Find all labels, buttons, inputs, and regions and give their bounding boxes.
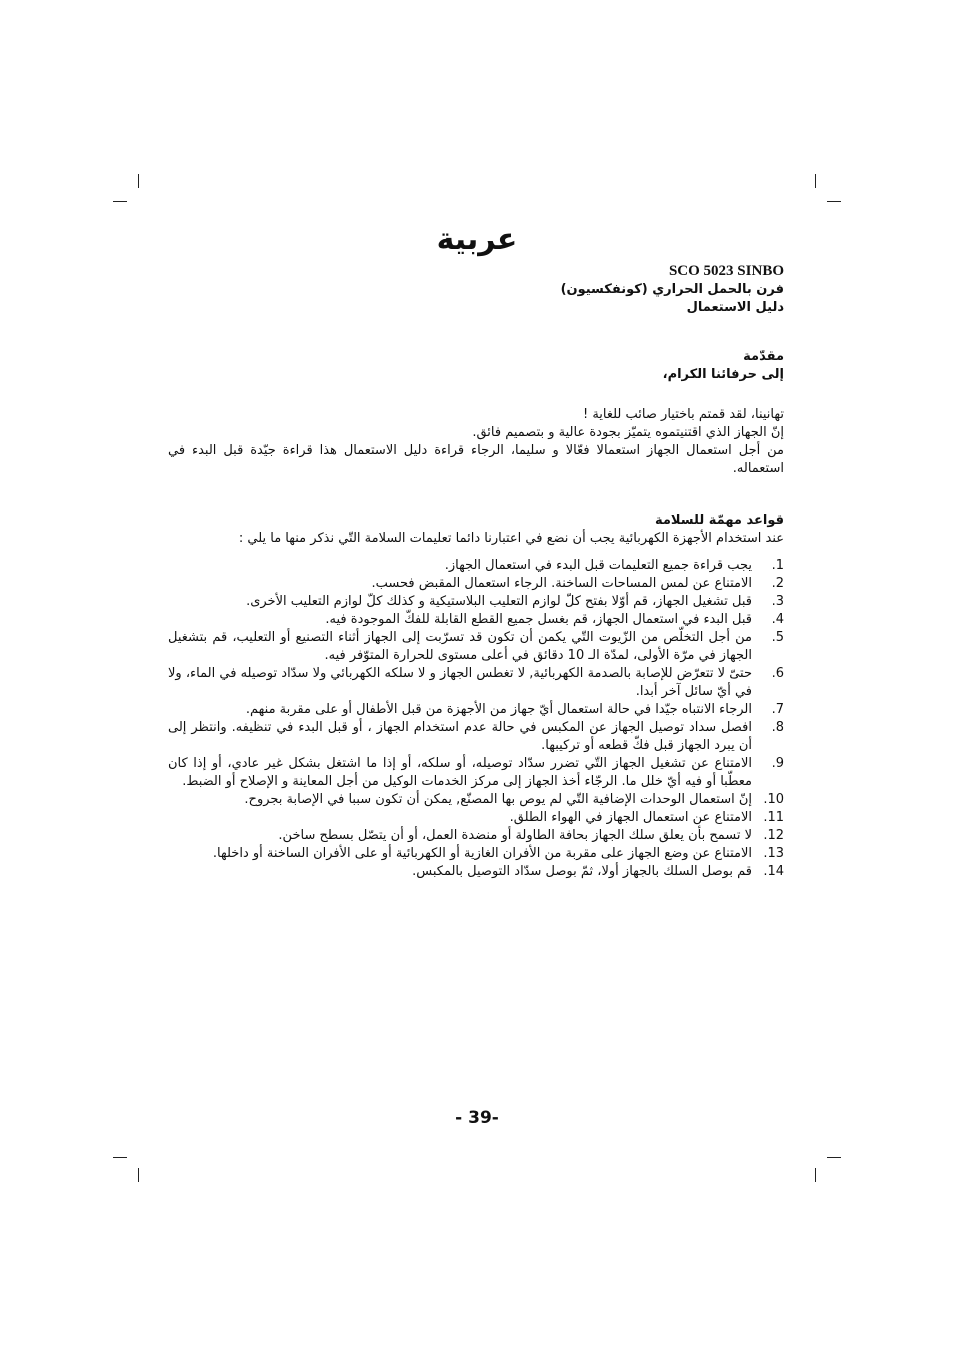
crop-mark-bottom-left-horizontal <box>113 1157 127 1158</box>
item-number: 5. <box>771 630 784 645</box>
item-number: 6. <box>771 666 784 681</box>
list-item <box>168 719 784 755</box>
item-number: 3. <box>771 594 784 609</box>
crop-mark-top-left-vertical <box>138 174 139 188</box>
intro-line: من أجل استعمال الجهاز استعمالا فعّالا و سليما، الرجاء قراءة دليل الاستعمال هذا قراءة جيّدة قبل البدء في استعماله. <box>168 443 784 476</box>
crop-mark-bottom-right-vertical <box>815 1168 816 1182</box>
item-number: 4. <box>771 612 784 627</box>
list-item <box>168 863 784 881</box>
item-text: قبل البدء في استعمال الجهاز، قم بغسل جميع القطع القابلة للفكّ الموجودة فيه. <box>325 612 752 627</box>
list-item <box>168 755 784 791</box>
model-name: SCO 5023 SINBO <box>668 263 784 279</box>
item-number: 1. <box>771 558 784 573</box>
list-item <box>168 557 784 575</box>
intro-greeting: إلى حرفائنا الكرام، <box>662 367 784 382</box>
item-number: 8. <box>771 720 784 735</box>
list-item <box>168 827 784 845</box>
list-item <box>168 701 784 719</box>
item-text: حتىّ لا تتعرّض للإصابة بالصدمة الكهربائية, لا تغطس الجهاز و لا سلكه الكهربائي ولا سدّاد توصيله في الماء، ولا في أيّ سائل آخر أبدا. <box>168 666 752 699</box>
list-item <box>168 665 784 701</box>
crop-mark-bottom-right-horizontal <box>827 1157 841 1158</box>
list-item <box>168 791 784 809</box>
item-text: قم بوصل السلك بالجهاز أولا، ثمّ بوصل سدّاد التوصيل بالمكبس. <box>412 864 752 879</box>
item-number: 14. <box>763 864 784 879</box>
item-number: 9. <box>771 756 784 771</box>
intro-paragraph <box>168 406 784 478</box>
list-item <box>168 845 784 863</box>
item-number: 11. <box>763 810 784 825</box>
item-text: يجب قراءة جميع التعليمات قبل البدء في استعمال الجهاز. <box>444 558 752 573</box>
item-text: إنّ استعمال الوحدات الإضافية التّي لم يوص بها المصنّع, يمكن أن تكون سببا في الإصابة بجروح. <box>244 792 752 807</box>
item-text: الامتناع عن تشغيل الجهاز التّي تضرر سدّاد توصيله، أو سلكه، أو إذا ما اشتغل بشكل غير عادي، أو إذا كان معطّبا أو فيه أيّ خلل ما. الرجّاء أخذ الجهاز إلى مركز الخدمات الوكيل من أجل المعاينة و الإصلاح أو الضبط. <box>168 756 752 789</box>
crop-mark-top-right-horizontal <box>827 201 841 202</box>
safety-heading: قواعد مهمّة للسلامة <box>654 513 784 528</box>
crop-mark-top-left-horizontal <box>113 201 127 202</box>
intro-heading: مقدّمة <box>743 349 784 364</box>
safety-heading-block <box>168 512 784 548</box>
manual-title: دليل الاستعمال <box>686 300 784 315</box>
list-item <box>168 809 784 827</box>
list-item <box>168 593 784 611</box>
intro-heading-block <box>168 348 784 384</box>
list-item <box>168 611 784 629</box>
item-text: افصل سداد توصيل الجهاز عن المكبس في حالة عدم استخدام الجهاز ، أو قبل البدء في تنظيفه. وانتظر إلى أن يبرد الجهاز قبل فكّ قطعه أو تركيبها. <box>168 720 752 753</box>
item-text: الامتناع عن استعمال الجهاز في الهواء الطلق. <box>509 810 752 825</box>
item-number: 10. <box>763 792 784 807</box>
item-number: 2. <box>771 576 784 591</box>
item-number: 13. <box>763 846 784 861</box>
intro-line: تهانينا، لقد قمتم باختيار صائب للغاية ! <box>582 407 784 422</box>
list-item <box>168 575 784 593</box>
item-text: لا تسمح بأن يعلق سلك الجهاز بحافة الطاولة أو منضدة العمل، أو أن يتصّل بسطح ساخن. <box>278 828 752 843</box>
safety-lead: عند استخدام الأجهزة الكهربائية يجب أن نضع في اعتبارنا دائما تعليمات السلامة التّي نذكر منها ما يلي : <box>238 531 784 546</box>
safety-rules-list <box>168 557 784 881</box>
header-block <box>168 261 784 317</box>
intro-line: إنّ الجهاز الذي اقتنيتموه يتميّز بجودة عالية و بتصميم فائق. <box>472 425 784 440</box>
page-number: - 39- <box>455 1108 499 1128</box>
page-title: عربية <box>436 222 518 257</box>
item-number: 7. <box>771 702 784 717</box>
crop-mark-top-right-vertical <box>815 174 816 188</box>
item-text: من أجل التخلّص من الزّيوت التّي يكمن أن تكون قد تسرّبت إلى الجهاز أثناء التصنيع أو التعليب، قم بتشغيل الجهاز في مرّة الأولى، لمدّة الـ 10 دقائق في أعلى مستوى للحرارة المتوّفر فيه. <box>168 630 752 663</box>
item-text: الامتناع عن وضع الجهاز على مقربة من الأفران الغازية أو الكهربائية أو على الأفران الساخنة أو داخلها. <box>212 846 752 861</box>
item-text: قبل تشغيل الجهاز، قم أوّلا بفتح كلّ لوازم التعليب البلاستيكية و كذلك كلّ لوازم التعليب الأخرى. <box>246 594 752 609</box>
product-name: فرن بالحمل الحراري (كونفكسيون) <box>560 282 784 297</box>
item-number: 12. <box>763 828 784 843</box>
crop-mark-bottom-left-vertical <box>138 1168 139 1182</box>
item-text: الرجاء الانتباه جيّدا في حالة استعمال أيّ جهاز من الأجهزة من قبل الأطفال أو على مقربة منهم. <box>245 702 752 717</box>
list-item <box>168 629 784 665</box>
item-text: الامتناع عن لمس المساحات الساخنة. الرجاء استعمال المقبض فحسب. <box>371 576 752 591</box>
